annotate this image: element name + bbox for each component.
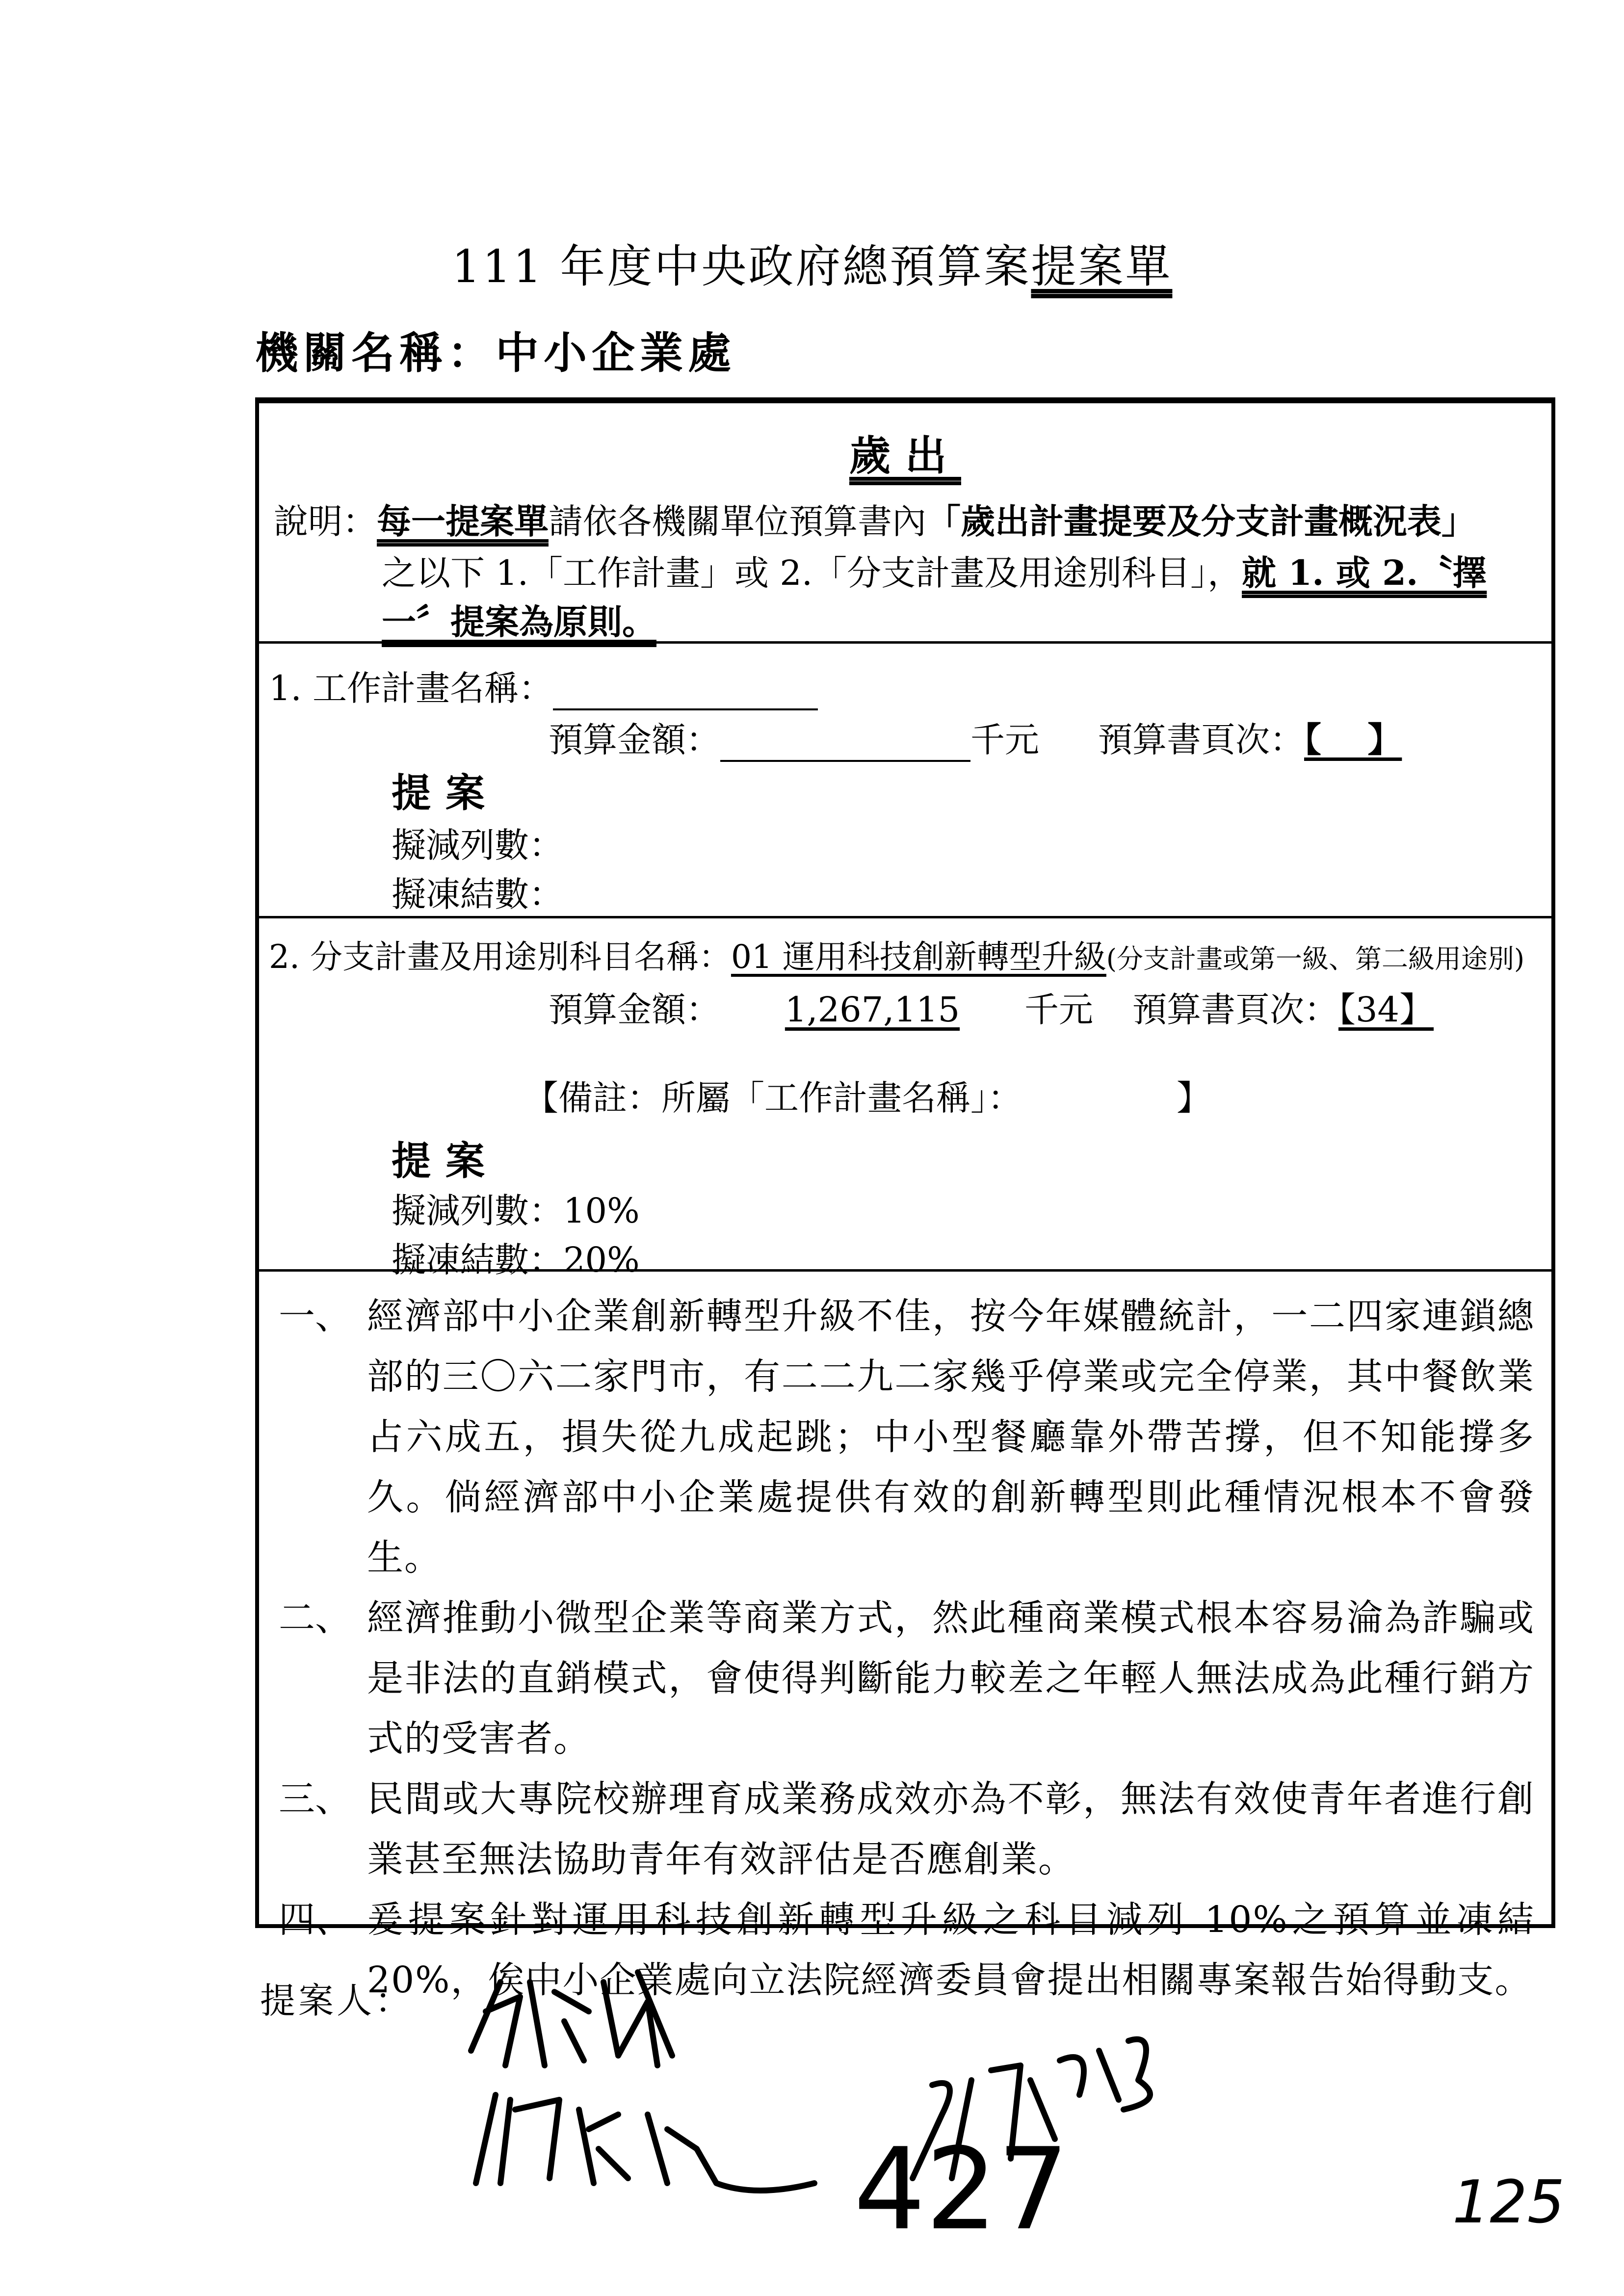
work-plan-section [259, 644, 1551, 918]
sub-plan-label: 2. 分支計畫及用途別科目名稱： [269, 938, 731, 976]
freeze-value: 擬凍結數：20% [392, 1240, 640, 1280]
expenditure-header [259, 403, 1551, 644]
note-text-2: 之以下 1.「工作計畫」或 2.「分支計畫及用途別科目」， [382, 553, 1242, 593]
page-value: 【34】 [1338, 990, 1434, 1030]
budget-value: 1,267,115 [785, 990, 960, 1030]
note-line-2 [382, 546, 1487, 595]
note-label: 說明： [274, 501, 377, 542]
reason-text: 爰提案針對運用科技創新轉型升級之科目減列 10%之預算並凍結 20%，俟中小企業處向立法院經濟委員會提出相關專案報告始得動支。 [367, 1899, 1535, 2001]
note-underlined: 每一提案單 [377, 501, 549, 542]
reason-number: 二、 [279, 1597, 351, 1639]
section-heading: 歲出 [849, 431, 961, 480]
reasons-list [279, 1286, 1535, 2010]
title-prefix: 111 年度中央政府總預算案 [451, 240, 1031, 293]
note-bold: 「歲出計畫提要及分支計畫概況表」 [926, 501, 1476, 542]
reason-item [279, 1588, 1535, 1769]
budget-row-2 [549, 982, 1434, 1032]
budget-label: 預算金額： [549, 990, 720, 1030]
reason-item [279, 1769, 1535, 1890]
agency-name [255, 319, 736, 381]
proposal-heading: 提案 [392, 1138, 499, 1184]
sub-plan-name: 01 運用科技創新轉型升級 [731, 938, 1106, 976]
page-label: 預算書頁次： [1098, 720, 1304, 760]
work-plan-field[interactable] [553, 679, 818, 710]
page-label: 預算書頁次： [1132, 990, 1338, 1030]
reduce-label: 擬減列數： [392, 825, 563, 865]
note-rule: 就 1. 或 2.〝擇 [1242, 552, 1487, 593]
title-underlined: 提案單 [1031, 240, 1173, 293]
reason-number: 四、 [279, 1899, 351, 1941]
page-title [0, 231, 1624, 295]
note-line-1 [274, 494, 1476, 544]
work-plan-label: 1. 工作計畫名稱： [269, 668, 553, 708]
proposer-label: 提案人： [260, 1980, 414, 2021]
remark: 【備註：所屬「工作計畫名稱」： 】 [524, 1078, 1211, 1118]
sub-plan-row [269, 931, 1524, 977]
unit-label: 千元 [1024, 990, 1093, 1030]
sub-plan-section [259, 918, 1551, 1280]
agency-value: 中小企業處 [496, 327, 736, 378]
reason-text: 民間或大專院校辦理育成業務成效亦為不彰，無法有效使青年者進行創業甚至無法協助青年有效評估是否應創業。 [367, 1778, 1535, 1880]
budget-label: 預算金額： [549, 720, 720, 760]
freeze-label: 擬凍結數： [392, 874, 563, 914]
reason-text: 經濟推動小微型企業等商業方式，然此種商業模式根本容易淪為詐騙或是非法的直銷模式，會使得判斷能力較差之年輕人無法成為此種行銷方式的受害者。 [367, 1597, 1535, 1760]
note-text: 請依各機關單位預算書內 [549, 501, 926, 542]
note-rule-2: 一〞提案為原則。 [382, 601, 656, 642]
reduce-value: 擬減列數：10% [392, 1191, 640, 1231]
unit-label: 千元 [970, 720, 1039, 760]
reason-number: 三、 [279, 1778, 351, 1820]
page-field[interactable]: 【 】 [1304, 719, 1402, 760]
sub-plan-hint: (分支計畫或第一級、第二級用途別) [1106, 943, 1525, 974]
reason-number: 一、 [279, 1295, 351, 1337]
reason-text: 經濟部中小企業創新轉型升級不佳，按今年媒體統計，一二四家連鎖總部的三〇六二家門市，有二二九二家幾乎停業或完全停業，其中餐飲業占六成五，損失從九成起跳；中小型餐廳靠外帶苦撐，但不知能撐多久。倘經濟部中小企業處提供有效的創新轉型則此種情況根本不會發生。 [367, 1295, 1535, 1579]
signature-2 [476, 2095, 814, 2191]
budget-field[interactable] [720, 731, 970, 762]
reason-item [279, 1286, 1535, 1588]
agency-label: 機關名稱： [255, 327, 496, 378]
signature-1 [471, 1972, 672, 2065]
work-plan-row [269, 661, 818, 710]
handwritten-number: 427 [854, 2124, 1069, 2255]
proposal-heading: 提案 [392, 770, 499, 816]
handwritten-page-number: 125 [1452, 2168, 1565, 2237]
budget-row-1 [549, 712, 1402, 762]
